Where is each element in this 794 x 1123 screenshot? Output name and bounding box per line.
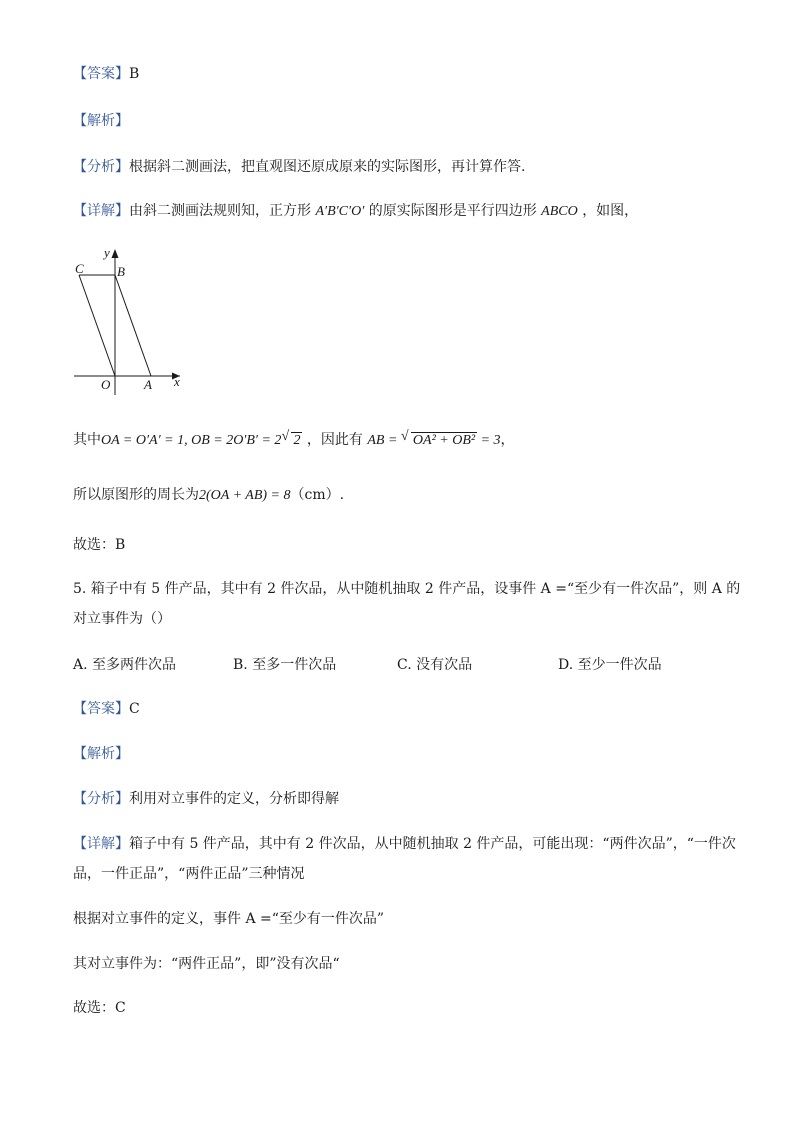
calc-sqrt-2-value: OA² + OB² <box>412 433 476 448</box>
xiangjie-math-square: A′B′C′O′ <box>315 204 365 219</box>
perimeter-unit: （cm）. <box>290 487 345 503</box>
choose-text: 故选：C <box>73 1000 126 1016</box>
answer-value: C <box>129 701 140 717</box>
q5-definition-line <box>73 909 384 929</box>
q4-fenxi-line <box>73 157 525 177</box>
q5-opposite-line <box>73 954 340 974</box>
xiangjie-text-3: ，如图， <box>582 203 639 219</box>
q5-analysis-heading <box>73 744 129 764</box>
xiangjie-math-parallelogram: ABCO <box>541 204 578 219</box>
q4-analysis-heading <box>73 111 129 131</box>
fenxi-text: 根据斜二测画法，把直观图还原成原来的实际图形，再计算作答. <box>129 159 526 175</box>
calc-sqrt-2 <box>281 431 302 451</box>
q4-choose-line <box>73 535 125 555</box>
q5-stem-text-1: 5. 箱子中有 5 件产品，其中有 2 件次品，从中随机抽取 2 件产品，设事件 A =“至少有一件次品”，则 A 的 <box>73 581 741 597</box>
calc-sqrt-sum <box>401 431 477 451</box>
perimeter-prefix: 所以原图形的周长为 <box>73 487 199 503</box>
radical-icon: √ <box>400 429 409 444</box>
edge-ba <box>115 275 151 376</box>
label-c: C <box>75 261 84 276</box>
xiangjie-tag: 【详解】 <box>73 203 129 219</box>
q4-calc-line <box>73 430 515 451</box>
calc-prefix: 其中 <box>73 432 101 448</box>
calc-mid: ，因此有 <box>306 432 363 448</box>
option-c: C. 没有次品 <box>397 657 473 673</box>
label-b: B <box>117 264 125 279</box>
perimeter-math: 2(OA + AB) = 8 <box>199 488 291 503</box>
label-x: x <box>174 374 180 389</box>
fenxi-text: 利用对立事件的定义，分析即得解 <box>129 791 339 807</box>
analysis-tag: 【解析】 <box>73 746 129 762</box>
q5-choose-line <box>73 998 126 1018</box>
option-a: A. 至多两件次品 <box>73 657 177 673</box>
label-a: A <box>144 377 152 392</box>
choose-text: 故选：B <box>73 537 126 553</box>
label-y: y <box>104 245 110 260</box>
calc-sqrt-1-value: 2 <box>293 433 301 448</box>
answer-tag: 【答案】 <box>73 66 129 82</box>
calc-end: ， <box>500 432 515 448</box>
answer-tag: 【答案】 <box>73 701 129 717</box>
q5-stem-line-2 <box>73 609 171 629</box>
q4-answer-line <box>73 64 139 84</box>
q5-answer-line <box>73 699 140 719</box>
option-b: B. 至多一件次品 <box>233 657 337 673</box>
q5-xiangjie-line-2 <box>73 864 304 884</box>
option-d: D. 至少一件次品 <box>558 657 662 673</box>
calc-math-1: OA = O′A′ = 1, OB = 2O′B′ = 2 <box>101 433 282 448</box>
xiangjie-text-2: 品，一件正品”，“两件正品”三种情况 <box>73 866 305 882</box>
xiangjie-text-1: 由斜二测画法规则知，正方形 <box>129 203 311 219</box>
opposite-text: 其对立事件为：“两件正品”，即”没有次品“ <box>73 956 340 972</box>
radical-icon: √ <box>281 429 290 444</box>
xiangjie-text-2: 的原实际图形是平行四边形 <box>368 203 537 219</box>
fenxi-tag: 【分析】 <box>73 791 129 807</box>
q4-xiangjie-line <box>73 201 638 222</box>
label-o: O <box>101 377 111 392</box>
y-axis-arrow-icon <box>112 249 119 258</box>
edge-co <box>79 275 115 376</box>
calc-math-2: AB = <box>367 433 401 448</box>
calc-math-3: = 3 <box>477 433 501 448</box>
answer-value: B <box>129 66 140 82</box>
q5-fenxi-line <box>73 789 339 809</box>
xiangjie-tag: 【详解】 <box>73 836 129 852</box>
q5-stem-line-1 <box>73 579 740 599</box>
parallelogram-figure <box>70 243 190 403</box>
fenxi-tag: 【分析】 <box>73 159 129 175</box>
q5-stem-text-2: 对立事件为（） <box>73 611 171 627</box>
q4-perimeter-line <box>73 485 344 506</box>
xiangjie-text-1: 箱子中有 5 件产品，其中有 2 件次品，从中随机抽取 2 件产品，可能出现：“两件次品”，“一件次 <box>129 836 736 852</box>
definition-text: 根据对立事件的定义，事件 A =“至少有一件次品” <box>73 911 385 927</box>
q5-xiangjie-line-1 <box>73 834 736 854</box>
analysis-tag: 【解析】 <box>73 113 129 129</box>
